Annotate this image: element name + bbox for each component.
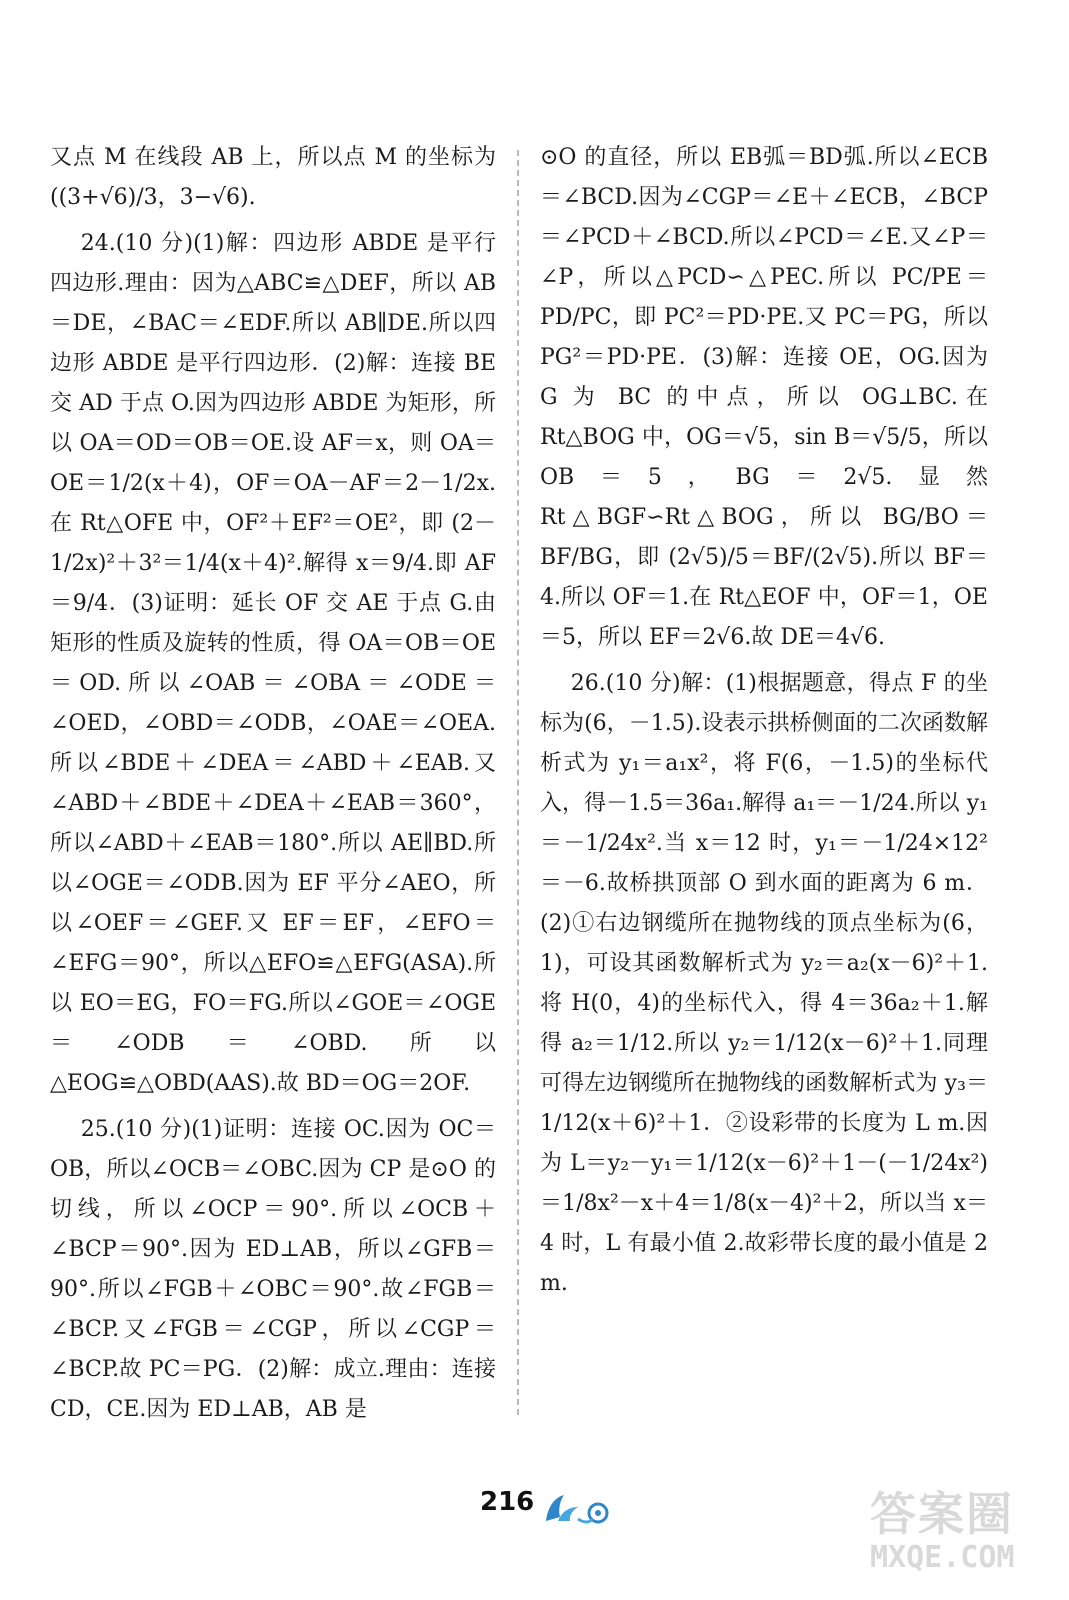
watermark-site: MXQE.COM	[870, 1540, 1015, 1575]
answer-25: 25.(10 分)(1)证明：连接 OC.因为 OC＝OB，所以∠OCB＝∠OBC.因为 CP 是⊙O 的切线，所以∠OCP＝90°.所以∠OCB＋∠BCP＝90°.因为 ED⊥AB，所以∠GFB＝90°.所以∠FGB＋∠OBC＝90°.故∠FGB＝∠BCP.又∠FGB＝∠CGP，所以∠CGP＝∠BCP.故 PC＝PG．(2)解：成立.理由：连接 CD，CE.因为 ED⊥AB，AB 是	[50, 1117, 496, 1422]
page-number: 216	[480, 1487, 535, 1517]
left-column	[50, 138, 496, 1430]
answer-25-continued: ⊙O 的直径，所以 EB弧＝BD弧.所以∠ECB＝∠BCD.因为∠CGP＝∠E＋∠ECB，∠BCP＝∠PCD＋∠BCD.所以∠PCD＝∠E.又∠P＝∠P，所以△PCD∽△PEC.所以 PC/PE＝PD/PC，即 PC²＝PD·PE.又 PC＝PG，所以 PG²＝PD·PE．(3)解：连接 OE，OG.因为 G 为 BC 的中点，所以 OG⊥BC.在 Rt△BOG 中，OG＝√5，sin B＝√5/5，所以 OB＝5，BG＝2√5.显然 Rt△BGF∽Rt△BOG，所以 BG/BO＝BF/BG，即 (2√5)/5＝BF/(2√5).所以 BF＝4.所以 OF＝1.在 Rt△EOF 中，OF＝1，OE＝5，所以 EF＝2√6.故 DE＝4√6.	[540, 145, 988, 650]
answer-continued: 又点 M 在线段 AB 上，所以点 M 的坐标为 ((3+√6)/3，3−√6).	[50, 145, 496, 210]
page-footer	[0, 1487, 1069, 1531]
answer-24: 24.(10 分)(1)解：四边形 ABDE 是平行四边形.理由：因为△ABC≌△DEF，所以 AB＝DE，∠BAC＝∠EDF.所以 AB∥DE.所以四边形 ABDE 是平行四边形．(2)解：连接 BE 交 AD 于点 O.因为四边形 ABDE 为矩形，所以 OA＝OD＝OB＝OE.设 AF＝x，则 OA＝OE＝1/2(x＋4)，OF＝OA－AF＝2－1/2x.在 Rt△OFE 中，OF²＋EF²＝OE²，即 (2－1/2x)²＋3²＝1/4(x＋4)².解得 x＝9/4.即 AF＝9/4．(3)证明：延长 OF 交 AE 于点 G.由矩形的性质及旋转的性质，得 OA＝OB＝OE＝OD.所以∠OAB＝∠OBA＝∠ODE＝∠OED，∠OBD＝∠ODB，∠OAE＝∠OEA.所以∠BDE＋∠DEA＝∠ABD＋∠EAB.又∠ABD＋∠BDE＋∠DEA＋∠EAB＝360°，所以∠ABD＋∠EAB＝180°.所以 AE∥BD.所以∠OGE＝∠ODB.因为 EF 平分∠AEO，所以∠OEF＝∠GEF.又 EF＝EF，∠EFO＝∠EFG＝90°，所以△EFO≌△EFG(ASA).所以 EO＝EG，FO＝FG.所以∠GOE＝∠OGE＝∠ODB＝∠OBD.所以△EOG≌△OBD(AAS).故 BD＝OG＝2OF.	[50, 231, 496, 1096]
right-column	[540, 138, 988, 1304]
swirl-logo-icon	[542, 1491, 620, 1529]
watermark-chars: 答案圈	[870, 1487, 1014, 1541]
answer-26: 26.(10 分)解：(1)根据题意，得点 F 的坐标为(6，－1.5).设表示拱桥侧面的二次函数解析式为 y₁＝a₁x²，将 F(6，－1.5)的坐标代入，得－1.5＝36a₁.解得 a₁＝－1/24.所以 y₁＝－1/24x².当 x＝12 时，y₁＝－1/24×12²＝－6.故桥拱顶部 O 到水面的距离为 6 m．(2)①右边钢缆所在抛物线的顶点坐标为(6，1)，可设其函数解析式为 y₂＝a₂(x－6)²＋1.将 H(0，4)的坐标代入，得 4＝36a₂＋1.解得 a₂＝1/12.所以 y₂＝1/12(x－6)²＋1.同理可得左边钢缆所在抛物线的函数解析式为 y₃＝1/12(x＋6)²＋1．②设彩带的长度为 L m.因为 L＝y₂－y₁＝1/12(x－6)²＋1－(－1/24x²)＝1/8x²－x＋4＝1/8(x－4)²＋2，所以当 x＝4 时，L 有最小值 2.故彩带长度的最小值是 2 m.	[540, 671, 988, 1296]
column-divider	[517, 150, 519, 1415]
